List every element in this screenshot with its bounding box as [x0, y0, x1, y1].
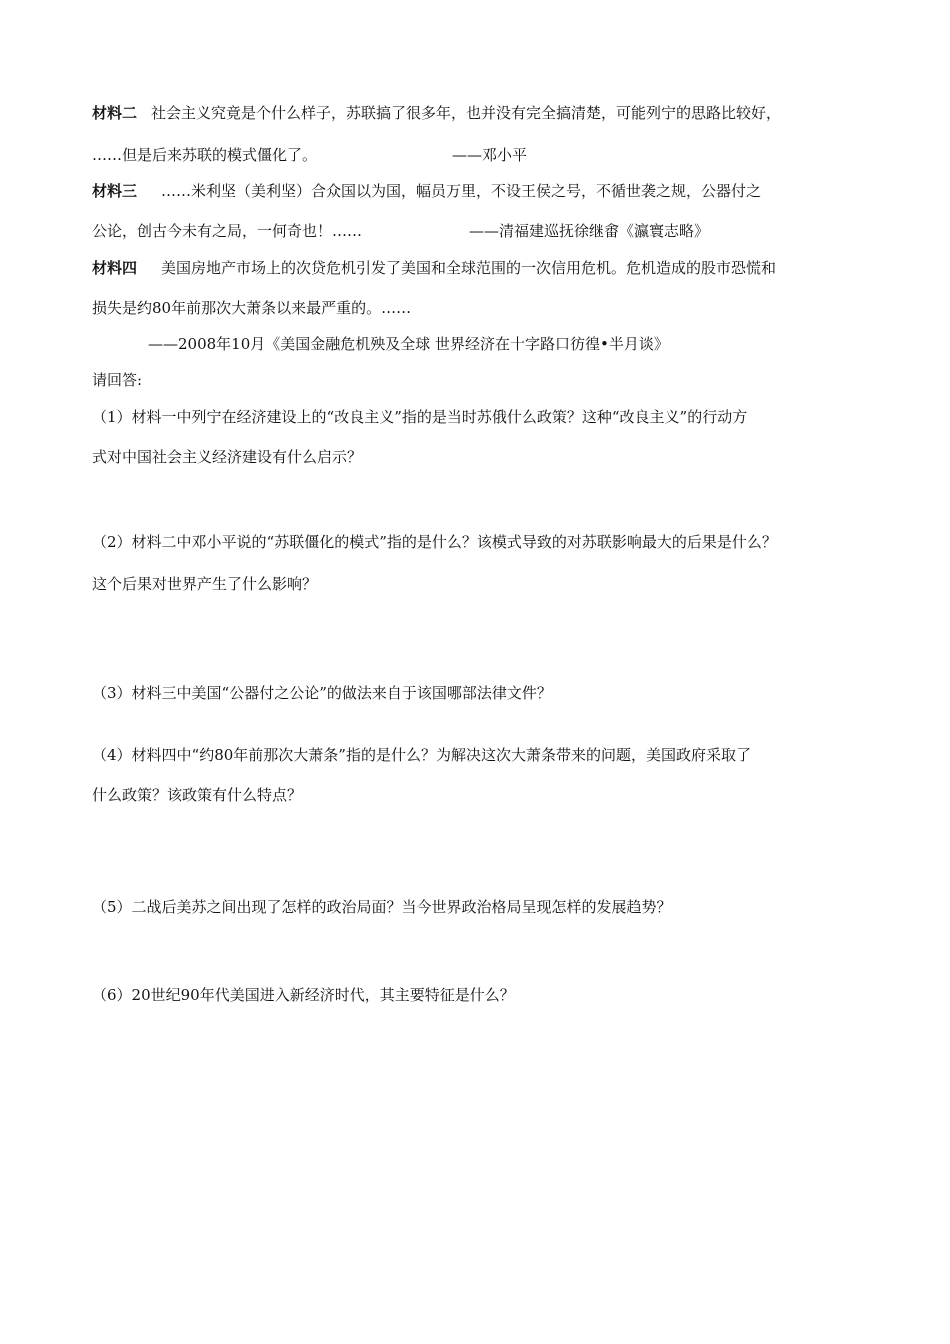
question-6-line-1: （6）20世纪90年代美国进入新经济时代，其主要特征是什么？ [92, 986, 515, 1004]
material-4-source: ——2008年10月《美国金融危机殃及全球 世界经济在十字路口彷徨•半月谈》 [148, 335, 669, 353]
material-4-text-1: 美国房地产市场上的次贷危机引发了美国和全球范围的一次信用危机。危机造成的股市恐慌和 [161, 259, 777, 277]
material-3-source: ——清福建巡抚徐继畬《瀛寰志略》 [469, 222, 710, 240]
material-2-text-2: ……但是后来苏联的模式僵化了。 [92, 146, 318, 164]
question-5-line-1: （5）二战后美苏之间出现了怎样的政治局面？当今世界政治格局呈现怎样的发展趋势？ [92, 898, 672, 916]
material-3-line-1 [92, 181, 761, 201]
material-2-label: 材料二 [92, 104, 138, 122]
question-3-line-1: （3）材料三中美国“公器付之公论”的做法来自于该国哪部法律文件？ [92, 684, 552, 702]
question-1-line-1: （1）材料一中列宁在经济建设上的“改良主义”指的是当时苏俄什么政策？这种“改良主义”的行动方 [92, 408, 748, 426]
material-3-text-1: ……米利坚（美利坚）合众国以为国，幅员万里，不设王侯之号，不循世袭之规，公器付之 [161, 182, 762, 200]
material-2-source: ——邓小平 [452, 146, 528, 164]
material-3-label: 材料三 [92, 182, 138, 200]
question-4-line-2: 什么政策？该政策有什么特点？ [92, 786, 303, 804]
material-4-label: 材料四 [92, 259, 138, 277]
question-2-line-2: 这个后果对世界产生了什么影响？ [92, 575, 318, 593]
material-2-text-1: 社会主义究竟是个什么样子，苏联搞了很多年，也并没有完全搞清楚，可能列宁的思路比较好， [151, 104, 782, 122]
material-3-line-2 [92, 221, 362, 241]
question-1-line-2: 式对中国社会主义经济建设有什么启示？ [92, 448, 363, 466]
material-3-text-2: 公论，创古今未有之局，一何奇也！…… [92, 222, 363, 240]
question-4-line-1: （4）材料四中“约80年前那次大萧条”指的是什么？为解决这次大萧条带来的问题，美国政府采取了 [92, 746, 751, 764]
material-4-line-1 [92, 258, 776, 278]
answer-prompt: 请回答: [92, 371, 143, 389]
material-2-line-2 [92, 145, 317, 165]
question-2-line-1: （2）材料二中邓小平说的“苏联僵化的模式”指的是什么？该模式导致的对苏联影响最大的后果是什么？ [92, 533, 777, 551]
material-4-line-2 [92, 298, 411, 318]
material-4-text-2: 损失是约80年前那次大萧条以来最严重的。…… [92, 299, 412, 317]
material-2-line-1 [92, 103, 781, 123]
